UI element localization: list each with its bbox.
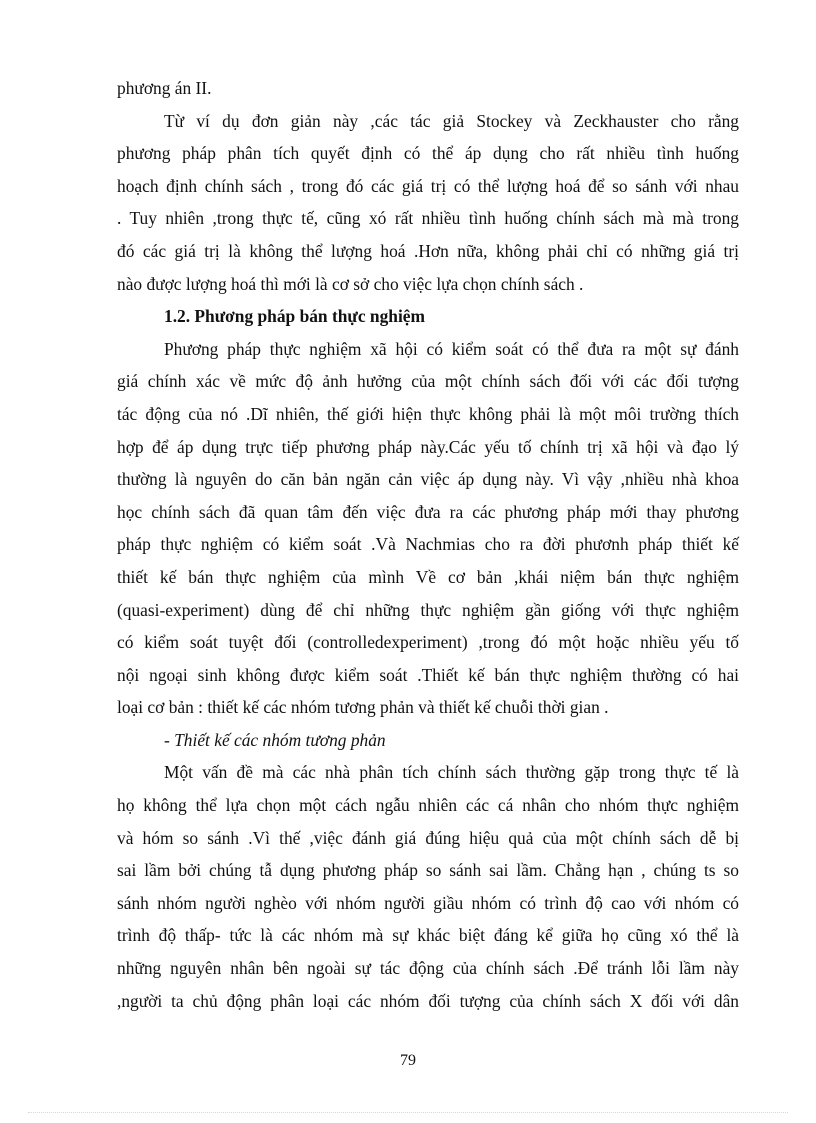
text-line: pháp thực nghiệm có kiểm soát .Và Nachmias cho ra đời phươnh pháp thiết kế	[117, 534, 739, 555]
text-line: đó các giá trị là không thể lượng hoá .Hơn nữa, không phải chỉ có những giá trị	[117, 240, 739, 261]
text-line: giá chính xác về mức độ ảnh hưởng của một chính sách đối với các đối tượng	[117, 371, 739, 392]
text-line: có kiểm soát tuyệt đối (controlledexperiment) ,trong đó một hoặc nhiều yếu tố	[117, 632, 739, 653]
text-line: nội ngoại sinh không được kiểm soát .Thiết kế bán thực nghiệm thường có hai	[117, 664, 739, 685]
text-line: học chính sách đã quan tâm đến việc đưa ra các phương pháp mới thay phương	[117, 501, 739, 522]
text-line: loại cơ bản : thiết kế các nhóm tương phản và thiết kế chuỗi thời gian .	[117, 697, 609, 718]
text-line: thường là nguyên do căn bản ngăn cản việc áp dụng này. Vì vậy ,nhiều nhà khoa	[117, 469, 739, 490]
text-line: ,người ta chủ động phân loại các nhóm đối tượng của chính sách X đối với dân	[117, 990, 739, 1011]
text-line: (quasi-experiment) dùng để chỉ những thực nghiệm gần giống với thực nghiệm	[117, 599, 739, 620]
text-line: Phương pháp thực nghiệm xã hội có kiểm soát có thể đưa ra một sự đánh	[164, 338, 739, 359]
text-line: và hóm so sánh .Vì thế ,việc đánh giá đúng hiệu quả của một chính sách dễ bị	[117, 827, 739, 848]
text-line: Từ ví dụ đơn giản này ,các tác giả Stockey và Zeckhauster cho rằng	[164, 110, 739, 131]
text-line: hợp để áp dụng trực tiếp phương pháp này.Các yếu tố chính trị xã hội và đạo lý	[117, 436, 739, 457]
text-line: sánh nhóm người nghèo với nhóm người giầu nhóm có trình độ cao với nhóm có	[117, 892, 739, 913]
page-body	[117, 72, 739, 1017]
text-line: họ không thể lựa chọn một cách ngẫu nhiên các cá nhân cho nhóm thực nghiệm	[117, 795, 739, 816]
section-heading: 1.2. Phương pháp bán thực nghiệm	[164, 306, 425, 327]
text-line: sai lầm bởi chúng tẫ dụng phương pháp so sánh sai lầm. Chẳng hạn , chúng ts so	[117, 860, 739, 881]
page-number: 79	[400, 1052, 416, 1069]
text-line: Một vấn đề mà các nhà phân tích chính sách thường gặp trong thực tế là	[164, 762, 739, 783]
paragraph-decision-analysis	[117, 105, 739, 301]
text-line: hoạch định chính sách , trong đó các giá trị có thể lượng hoá để so sánh với nhau	[117, 175, 739, 196]
text-line: thiết kế bán thực nghiệm của mình Về cơ bản ,khái niệm bán thực nghiệm	[117, 566, 739, 587]
text-line: trình độ thấp- tức là các nhóm mà sự khác biệt đáng kể giữa họ cũng xó thể là	[117, 925, 739, 946]
text-line: tác động của nó .Dĩ nhiên, thế giới hiện thực không phải là một môi trường thích	[117, 403, 739, 424]
text-line: . Tuy nhiên ,trong thực tế, cũng xó rất nhiều tình huống chính sách mà mà trong	[117, 208, 739, 229]
page-divider	[28, 1112, 788, 1113]
text-line: phương pháp phân tích quyết định có thể áp dụng cho rất nhiều tình huống	[117, 143, 739, 164]
subsection-heading: - Thiết kế các nhóm tương phản	[164, 729, 386, 750]
paragraph-contrast-groups	[117, 756, 739, 1017]
text-line: phương án II.	[117, 78, 212, 98]
text-line: những nguyên nhân bên ngoài sự tác động của chính sách .Để tránh lỗi lầm này	[117, 958, 739, 979]
paragraph-quasi-experiment	[117, 333, 739, 724]
text-line: nào được lượng hoá thì mới là cơ sở cho việc lựa chọn chính sách .	[117, 273, 584, 294]
